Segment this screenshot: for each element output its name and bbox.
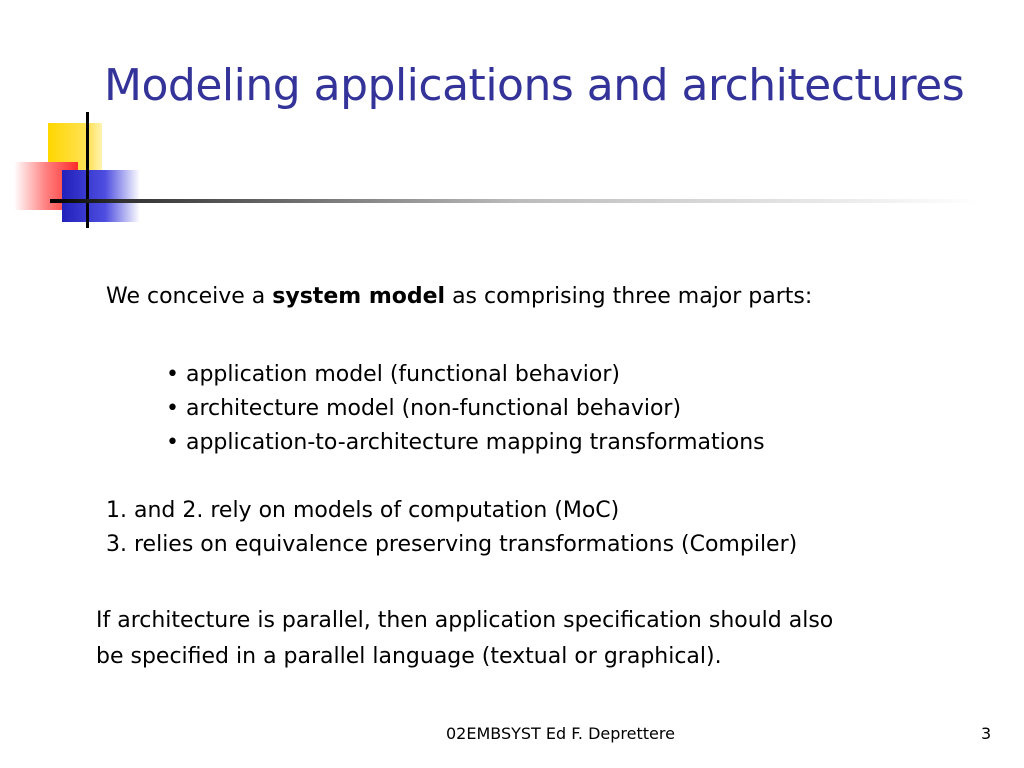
intro-bold-term: system model	[272, 284, 446, 309]
title-underline	[50, 199, 980, 203]
footer-text: 02EMBSYST Ed F. Deprettere	[446, 724, 675, 743]
bullet-item: • application-to-architecture mapping transformations	[166, 430, 765, 455]
closing-paragraph	[96, 604, 833, 676]
intro-prefix: We conceive a	[106, 284, 273, 309]
numbered-line: 3. relies on equivalence preserving transformations (Compiler)	[106, 532, 798, 557]
intro-suffix: as comprising three major parts:	[445, 284, 813, 309]
blue-square	[62, 170, 140, 222]
vertical-line	[86, 112, 89, 228]
closing-line: be specified in a parallel language (textual or graphical).	[96, 644, 722, 669]
numbered-line: 1. and 2. rely on models of computation (MoC)	[106, 498, 620, 523]
slide-decoration-logo	[0, 0, 150, 240]
closing-line: If architecture is parallel, then application specification should also	[96, 608, 834, 633]
parts-bullet-list	[166, 358, 765, 460]
slide-title: Modeling applications and architectures	[104, 60, 965, 111]
bullet-item: • architecture model (non-functional behavior)	[166, 396, 682, 421]
page-number: 3	[981, 724, 992, 743]
numbered-notes	[106, 494, 797, 562]
bullet-item: • application model (functional behavior)	[166, 362, 620, 387]
intro-paragraph	[106, 280, 812, 314]
